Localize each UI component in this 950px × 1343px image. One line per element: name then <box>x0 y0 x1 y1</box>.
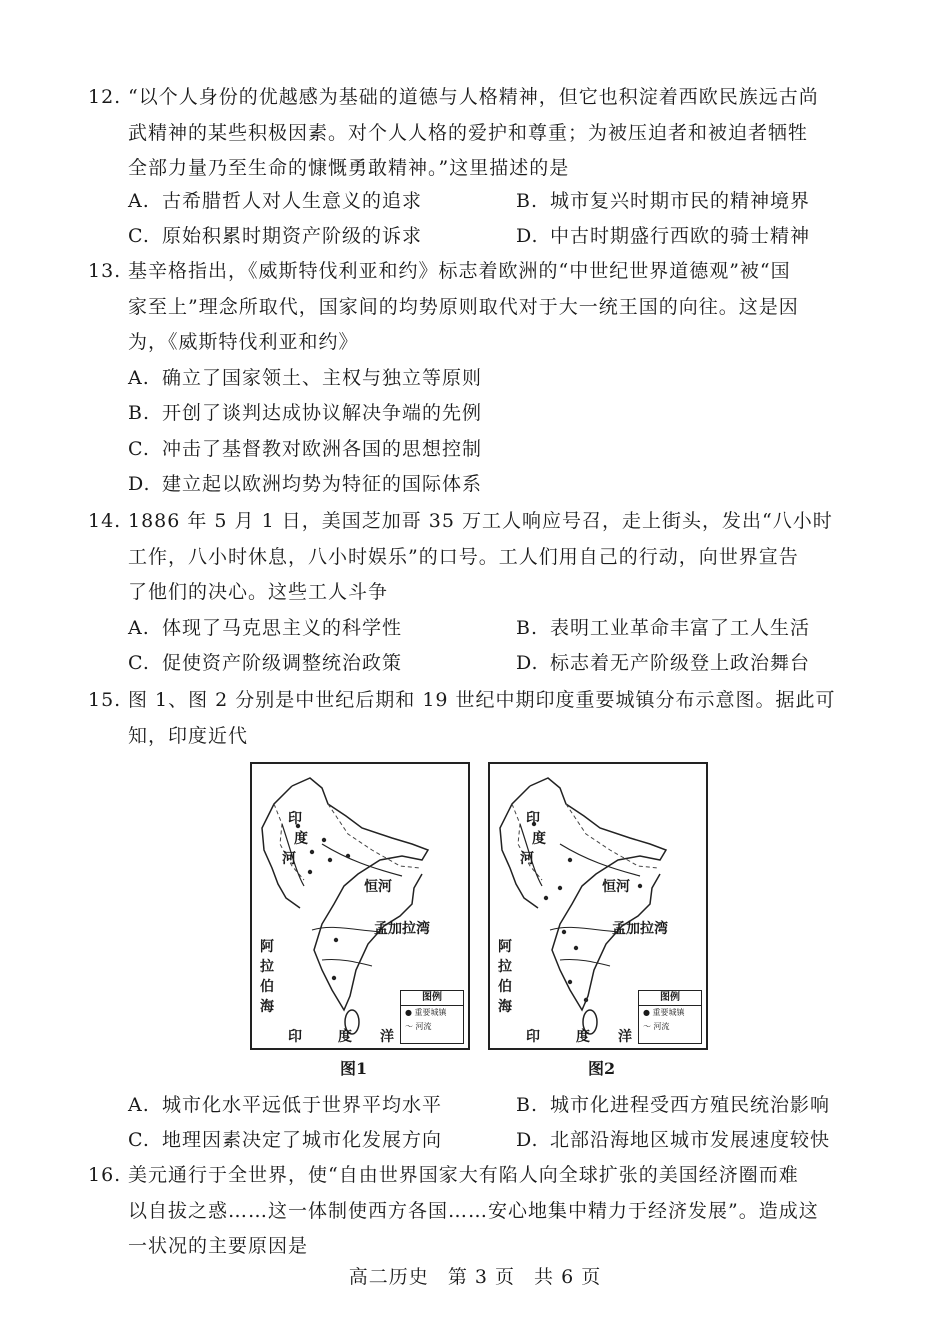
question-stem-line: 武精神的某些积极因素。对个人人格的爱护和尊重；为被压迫者和被迫者牺牲 <box>128 121 809 144</box>
question-14 <box>88 504 858 611</box>
question-stem-line: 基辛格指出，《威斯特伐利亚和约》标志着欧洲的“中世纪世界道德观”被“国 <box>128 260 791 282</box>
river-line-icon: 〜 <box>405 1022 413 1031</box>
footer-page: 第 3 页 <box>447 1266 515 1288</box>
map-label: 拉 <box>260 959 274 975</box>
question-number: 15. <box>88 689 122 711</box>
map-legend: 图例 ● 重要城镇 〜 河流 <box>400 990 464 1044</box>
map-figure-1 <box>250 762 470 1078</box>
map-label: 印 <box>288 1029 302 1045</box>
footer-total: 共 6 页 <box>534 1266 602 1288</box>
question-stem-line: 家至上”理念所取代，国家间的均势原则取代对于大一统王国的向往。这是因 <box>128 295 799 318</box>
question-number: 14. <box>88 510 122 532</box>
question-stem-line: 图 1、图 2 分别是中世纪后期和 19 世纪中期印度重要城镇分布示意图。据此可 <box>128 689 836 711</box>
map-label: 洋 <box>380 1029 394 1045</box>
question-13 <box>88 254 858 361</box>
option-b[interactable]: B. 城市复兴时期市民的精神境界 <box>516 190 811 212</box>
option-b[interactable]: B. 城市化进程受西方殖民统治影响 <box>516 1094 831 1116</box>
question-stem-line: 一状况的主要原因是 <box>128 1235 309 1257</box>
question-15 <box>88 683 858 754</box>
map-label: 度 <box>338 1029 352 1045</box>
map-label: 度 <box>532 831 546 847</box>
map-label: 海 <box>260 999 274 1015</box>
map-label: 海 <box>498 999 512 1015</box>
question-stem-line: 工作，八小时休息，八小时娱乐”的口号。工人们用自己的行动，向世界宣告 <box>128 545 799 568</box>
option-d[interactable]: D. 中古时期盛行西欧的骑士精神 <box>516 225 811 247</box>
question-stem-line: 以自拔之惑……这一体制使西方各国……安心地集中精力于经济发展”。造成这 <box>128 1199 819 1222</box>
city-dot-icon: ● <box>405 1008 412 1017</box>
map-label: 伯 <box>260 979 274 995</box>
question-stem-line: 全部力量乃至生命的慷慨勇敢精神。”这里描述的是 <box>128 157 570 179</box>
option-a[interactable]: A. 确立了国家领土、主权与独立等原则 <box>128 367 483 389</box>
map-caption: 图2 <box>588 1059 616 1078</box>
question-stem-line: “以个人身份的优越感为基础的道德与人格精神，但它也积淀着西欧民族远古尚 <box>128 86 819 108</box>
map-label: 伯 <box>498 979 512 995</box>
map-figure-2 <box>488 762 708 1078</box>
map-label: 度 <box>294 831 308 847</box>
option-d[interactable]: D. 建立起以欧洲均势为特征的国际体系 <box>128 473 483 495</box>
option-d[interactable]: D. 标志着无产阶级登上政治舞台 <box>516 652 811 674</box>
map-label: 孟加拉湾 <box>374 921 430 937</box>
option-c[interactable]: C. 原始积累时期资产阶级的诉求 <box>128 225 423 247</box>
river-line-icon: 〜 <box>643 1022 651 1031</box>
map-label: 印 <box>526 811 540 827</box>
map-label: 恒河 <box>602 879 630 895</box>
option-c[interactable]: C. 促使资产阶级调整统治政策 <box>128 652 403 674</box>
question-12 <box>88 80 858 187</box>
question-number: 12. <box>88 86 122 108</box>
map-label: 度 <box>576 1029 590 1045</box>
option-a[interactable]: A. 古希腊哲人对人生意义的追求 <box>128 190 423 212</box>
option-b[interactable]: B. 开创了谈判达成协议解决争端的先例 <box>128 402 483 424</box>
footer-subject: 高二历史 <box>348 1266 429 1288</box>
map-figures <box>250 762 710 1082</box>
question-16 <box>88 1158 858 1265</box>
map-label: 印 <box>288 811 302 827</box>
city-dot-icon: ● <box>643 1008 650 1017</box>
option-d[interactable]: D. 北部沿海地区城市发展速度较快 <box>516 1129 831 1151</box>
question-stem-line: 美元通行于全世界，使“自由世界国家大有陷人向全球扩张的美国经济圈而难 <box>128 1164 799 1186</box>
map-label: 印 <box>526 1029 540 1045</box>
map-caption: 图1 <box>340 1059 368 1078</box>
map-label: 阿 <box>260 939 274 955</box>
map-label: 河 <box>282 851 296 867</box>
question-stem-line: 为，《威斯特伐利亚和约》 <box>128 331 359 353</box>
question-stem-line: 知，印度近代 <box>128 724 249 747</box>
question-stem-line: 1886 年 5 月 1 日，美国芝加哥 35 万工人响应号召，走上街头，发出“八小时 <box>128 510 833 532</box>
map-label: 阿 <box>498 939 512 955</box>
question-stem-line: 了他们的决心。这些工人斗争 <box>128 581 389 603</box>
map-label: 河 <box>520 851 534 867</box>
option-a[interactable]: A. 体现了马克思主义的科学性 <box>128 617 403 639</box>
map-label: 洋 <box>618 1029 632 1045</box>
map-label: 拉 <box>498 959 512 975</box>
page-footer <box>0 1262 950 1289</box>
question-number: 13. <box>88 260 122 282</box>
option-c[interactable]: C. 冲击了基督教对欧洲各国的思想控制 <box>128 438 483 460</box>
question-number: 16. <box>88 1164 122 1186</box>
map-label: 恒河 <box>364 879 392 895</box>
option-b[interactable]: B. 表明工业革命丰富了工人生活 <box>516 617 811 639</box>
map-label: 孟加拉湾 <box>612 921 668 937</box>
option-c[interactable]: C. 地理因素决定了城市化发展方向 <box>128 1129 443 1151</box>
map-legend: 图例 ● 重要城镇 〜 河流 <box>638 990 702 1044</box>
option-a[interactable]: A. 城市化水平远低于世界平均水平 <box>128 1094 443 1116</box>
